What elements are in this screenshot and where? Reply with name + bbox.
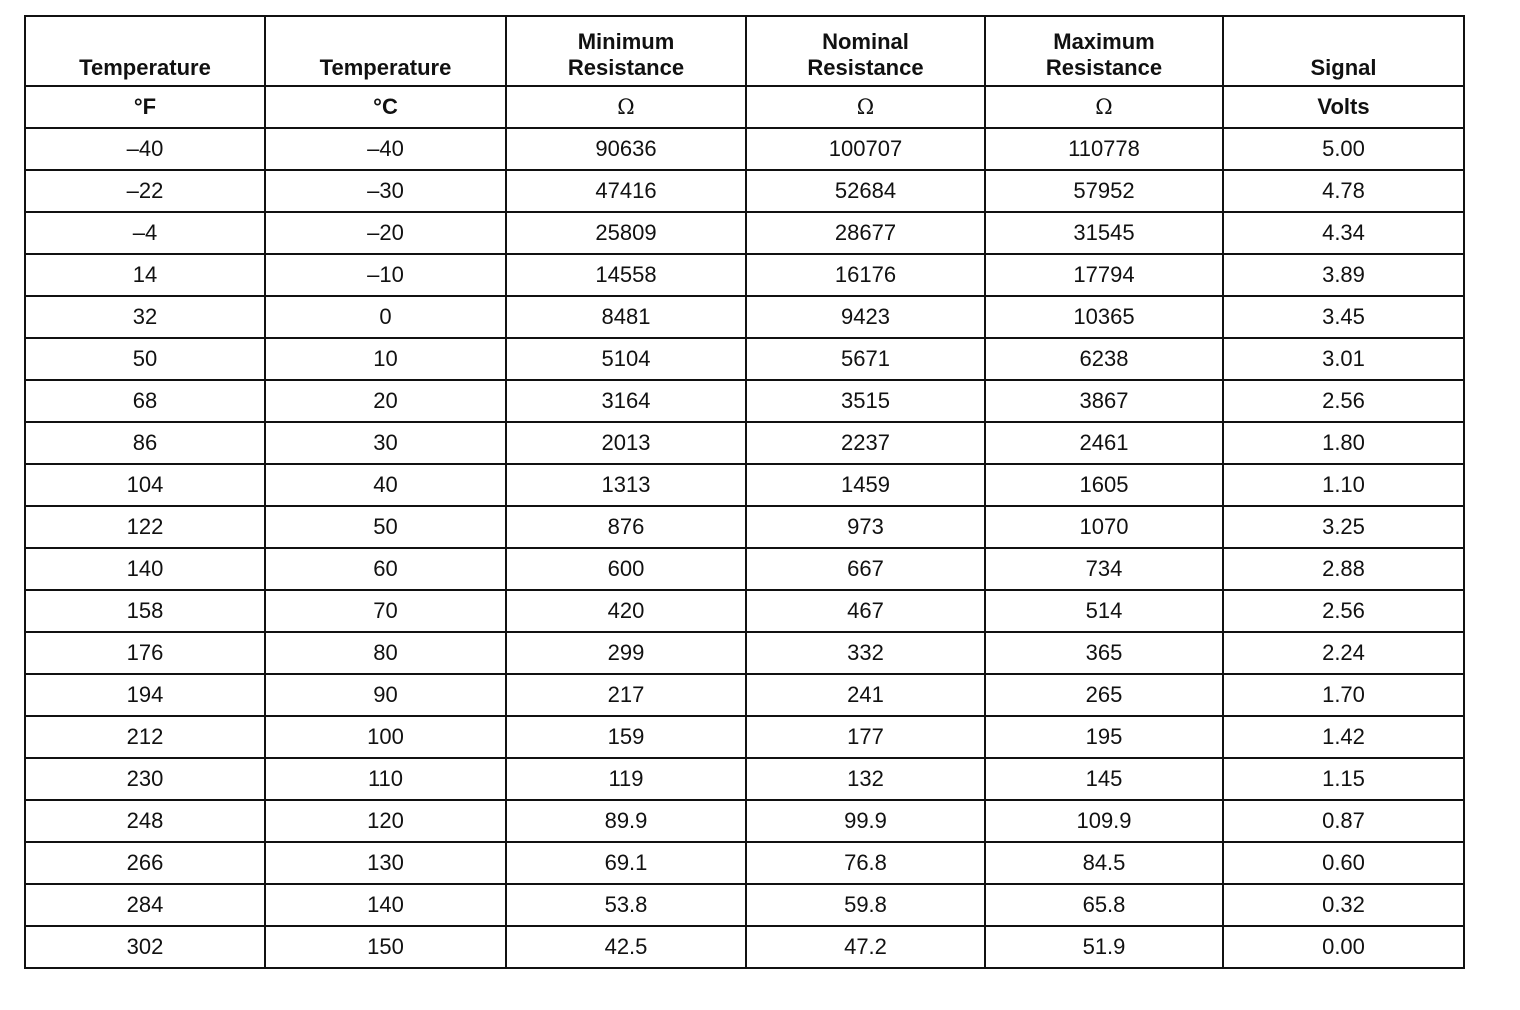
- cell-signal-volts: 3.45: [1223, 296, 1464, 338]
- cell-temp-f: 176: [25, 632, 265, 674]
- cell-temp-f: –22: [25, 170, 265, 212]
- unit-fahrenheit: °F: [25, 86, 265, 128]
- unit-celsius: °C: [265, 86, 506, 128]
- cell-temp-c: 110: [265, 758, 506, 800]
- cell-min-resistance: 299: [506, 632, 746, 674]
- table-row: [25, 464, 1464, 506]
- header-temperature-f: Temperature: [25, 16, 265, 86]
- cell-temp-f: 104: [25, 464, 265, 506]
- cell-nominal-resistance: 667: [746, 548, 985, 590]
- cell-min-resistance: 89.9: [506, 800, 746, 842]
- cell-min-resistance: 119: [506, 758, 746, 800]
- table-row: [25, 842, 1464, 884]
- cell-max-resistance: 1605: [985, 464, 1223, 506]
- cell-min-resistance: 53.8: [506, 884, 746, 926]
- cell-min-resistance: 8481: [506, 296, 746, 338]
- cell-max-resistance: 1070: [985, 506, 1223, 548]
- header-signal: Signal: [1223, 16, 1464, 86]
- cell-signal-volts: 2.56: [1223, 380, 1464, 422]
- cell-temp-f: –4: [25, 212, 265, 254]
- cell-min-resistance: 3164: [506, 380, 746, 422]
- cell-temp-c: –30: [265, 170, 506, 212]
- cell-temp-f: –40: [25, 128, 265, 170]
- cell-temp-f: 140: [25, 548, 265, 590]
- cell-max-resistance: 145: [985, 758, 1223, 800]
- cell-max-resistance: 109.9: [985, 800, 1223, 842]
- cell-temp-c: 90: [265, 674, 506, 716]
- cell-temp-c: 100: [265, 716, 506, 758]
- cell-nominal-resistance: 100707: [746, 128, 985, 170]
- cell-nominal-resistance: 59.8: [746, 884, 985, 926]
- cell-temp-f: 68: [25, 380, 265, 422]
- table-row: [25, 338, 1464, 380]
- header-minimum-resistance: Minimum Resistance: [506, 16, 746, 86]
- cell-signal-volts: 1.80: [1223, 422, 1464, 464]
- cell-max-resistance: 734: [985, 548, 1223, 590]
- cell-temp-f: 122: [25, 506, 265, 548]
- cell-min-resistance: 90636: [506, 128, 746, 170]
- cell-max-resistance: 57952: [985, 170, 1223, 212]
- cell-nominal-resistance: 9423: [746, 296, 985, 338]
- table-row: [25, 170, 1464, 212]
- cell-signal-volts: 0.32: [1223, 884, 1464, 926]
- cell-min-resistance: 600: [506, 548, 746, 590]
- cell-min-resistance: 159: [506, 716, 746, 758]
- cell-nominal-resistance: 2237: [746, 422, 985, 464]
- cell-temp-f: 248: [25, 800, 265, 842]
- cell-max-resistance: 6238: [985, 338, 1223, 380]
- cell-temp-c: 60: [265, 548, 506, 590]
- unit-ohm-minimum: Ω: [506, 86, 746, 128]
- cell-nominal-resistance: 47.2: [746, 926, 985, 968]
- cell-temp-c: –40: [265, 128, 506, 170]
- cell-nominal-resistance: 177: [746, 716, 985, 758]
- cell-temp-c: 70: [265, 590, 506, 632]
- cell-signal-volts: 0.00: [1223, 926, 1464, 968]
- cell-nominal-resistance: 3515: [746, 380, 985, 422]
- table-row: [25, 506, 1464, 548]
- cell-max-resistance: 265: [985, 674, 1223, 716]
- table-row: [25, 548, 1464, 590]
- cell-temp-c: 140: [265, 884, 506, 926]
- cell-nominal-resistance: 132: [746, 758, 985, 800]
- table-row: [25, 716, 1464, 758]
- cell-nominal-resistance: 52684: [746, 170, 985, 212]
- cell-max-resistance: 65.8: [985, 884, 1223, 926]
- cell-max-resistance: 110778: [985, 128, 1223, 170]
- cell-min-resistance: 217: [506, 674, 746, 716]
- header-temperature-c: Temperature: [265, 16, 506, 86]
- cell-nominal-resistance: 76.8: [746, 842, 985, 884]
- cell-min-resistance: 14558: [506, 254, 746, 296]
- table-row: [25, 212, 1464, 254]
- temperature-resistance-sheet: [24, 15, 1463, 969]
- cell-max-resistance: 195: [985, 716, 1223, 758]
- cell-min-resistance: 69.1: [506, 842, 746, 884]
- cell-signal-volts: 2.88: [1223, 548, 1464, 590]
- table-row: [25, 758, 1464, 800]
- table-row: [25, 380, 1464, 422]
- cell-max-resistance: 10365: [985, 296, 1223, 338]
- table-row: [25, 590, 1464, 632]
- cell-max-resistance: 51.9: [985, 926, 1223, 968]
- cell-temp-c: 10: [265, 338, 506, 380]
- cell-max-resistance: 17794: [985, 254, 1223, 296]
- cell-signal-volts: 1.70: [1223, 674, 1464, 716]
- table-row: [25, 422, 1464, 464]
- cell-signal-volts: 3.01: [1223, 338, 1464, 380]
- cell-max-resistance: 365: [985, 632, 1223, 674]
- cell-signal-volts: 4.34: [1223, 212, 1464, 254]
- cell-temp-f: 284: [25, 884, 265, 926]
- cell-signal-volts: 2.56: [1223, 590, 1464, 632]
- cell-temp-c: 150: [265, 926, 506, 968]
- header-unit-row: [25, 86, 1464, 128]
- cell-min-resistance: 1313: [506, 464, 746, 506]
- cell-signal-volts: 1.15: [1223, 758, 1464, 800]
- cell-min-resistance: 42.5: [506, 926, 746, 968]
- cell-min-resistance: 876: [506, 506, 746, 548]
- table-body: [25, 128, 1464, 968]
- cell-max-resistance: 31545: [985, 212, 1223, 254]
- cell-max-resistance: 84.5: [985, 842, 1223, 884]
- cell-temp-c: –20: [265, 212, 506, 254]
- cell-signal-volts: 1.10: [1223, 464, 1464, 506]
- table-row: [25, 800, 1464, 842]
- cell-nominal-resistance: 16176: [746, 254, 985, 296]
- unit-ohm-nominal: Ω: [746, 86, 985, 128]
- cell-nominal-resistance: 241: [746, 674, 985, 716]
- cell-temp-f: 302: [25, 926, 265, 968]
- table-row: [25, 128, 1464, 170]
- cell-nominal-resistance: 5671: [746, 338, 985, 380]
- cell-temp-f: 86: [25, 422, 265, 464]
- temperature-resistance-table: [24, 15, 1465, 969]
- cell-temp-c: 30: [265, 422, 506, 464]
- cell-signal-volts: 2.24: [1223, 632, 1464, 674]
- cell-signal-volts: 4.78: [1223, 170, 1464, 212]
- cell-max-resistance: 3867: [985, 380, 1223, 422]
- cell-min-resistance: 25809: [506, 212, 746, 254]
- cell-temp-f: 230: [25, 758, 265, 800]
- cell-min-resistance: 2013: [506, 422, 746, 464]
- cell-signal-volts: 5.00: [1223, 128, 1464, 170]
- cell-temp-f: 212: [25, 716, 265, 758]
- cell-nominal-resistance: 973: [746, 506, 985, 548]
- cell-nominal-resistance: 99.9: [746, 800, 985, 842]
- header-maximum-resistance: Maximum Resistance: [985, 16, 1223, 86]
- cell-temp-f: 50: [25, 338, 265, 380]
- header-title-row: [25, 16, 1464, 86]
- cell-max-resistance: 514: [985, 590, 1223, 632]
- cell-min-resistance: 5104: [506, 338, 746, 380]
- cell-nominal-resistance: 28677: [746, 212, 985, 254]
- cell-temp-c: 120: [265, 800, 506, 842]
- cell-temp-f: 32: [25, 296, 265, 338]
- cell-temp-c: 80: [265, 632, 506, 674]
- cell-signal-volts: 0.87: [1223, 800, 1464, 842]
- cell-nominal-resistance: 1459: [746, 464, 985, 506]
- table-row: [25, 296, 1464, 338]
- cell-temp-c: 20: [265, 380, 506, 422]
- cell-temp-c: 0: [265, 296, 506, 338]
- cell-temp-f: 14: [25, 254, 265, 296]
- cell-min-resistance: 47416: [506, 170, 746, 212]
- header-nominal-resistance: Nominal Resistance: [746, 16, 985, 86]
- cell-temp-c: 40: [265, 464, 506, 506]
- table-row: [25, 674, 1464, 716]
- cell-temp-f: 194: [25, 674, 265, 716]
- cell-temp-c: 130: [265, 842, 506, 884]
- table-row: [25, 926, 1464, 968]
- unit-volts: Volts: [1223, 86, 1464, 128]
- table-row: [25, 884, 1464, 926]
- cell-signal-volts: 3.89: [1223, 254, 1464, 296]
- cell-max-resistance: 2461: [985, 422, 1223, 464]
- cell-temp-f: 158: [25, 590, 265, 632]
- unit-ohm-maximum: Ω: [985, 86, 1223, 128]
- cell-min-resistance: 420: [506, 590, 746, 632]
- cell-nominal-resistance: 467: [746, 590, 985, 632]
- table-row: [25, 632, 1464, 674]
- cell-temp-c: –10: [265, 254, 506, 296]
- cell-signal-volts: 0.60: [1223, 842, 1464, 884]
- cell-signal-volts: 3.25: [1223, 506, 1464, 548]
- table-row: [25, 254, 1464, 296]
- cell-nominal-resistance: 332: [746, 632, 985, 674]
- cell-signal-volts: 1.42: [1223, 716, 1464, 758]
- cell-temp-c: 50: [265, 506, 506, 548]
- cell-temp-f: 266: [25, 842, 265, 884]
